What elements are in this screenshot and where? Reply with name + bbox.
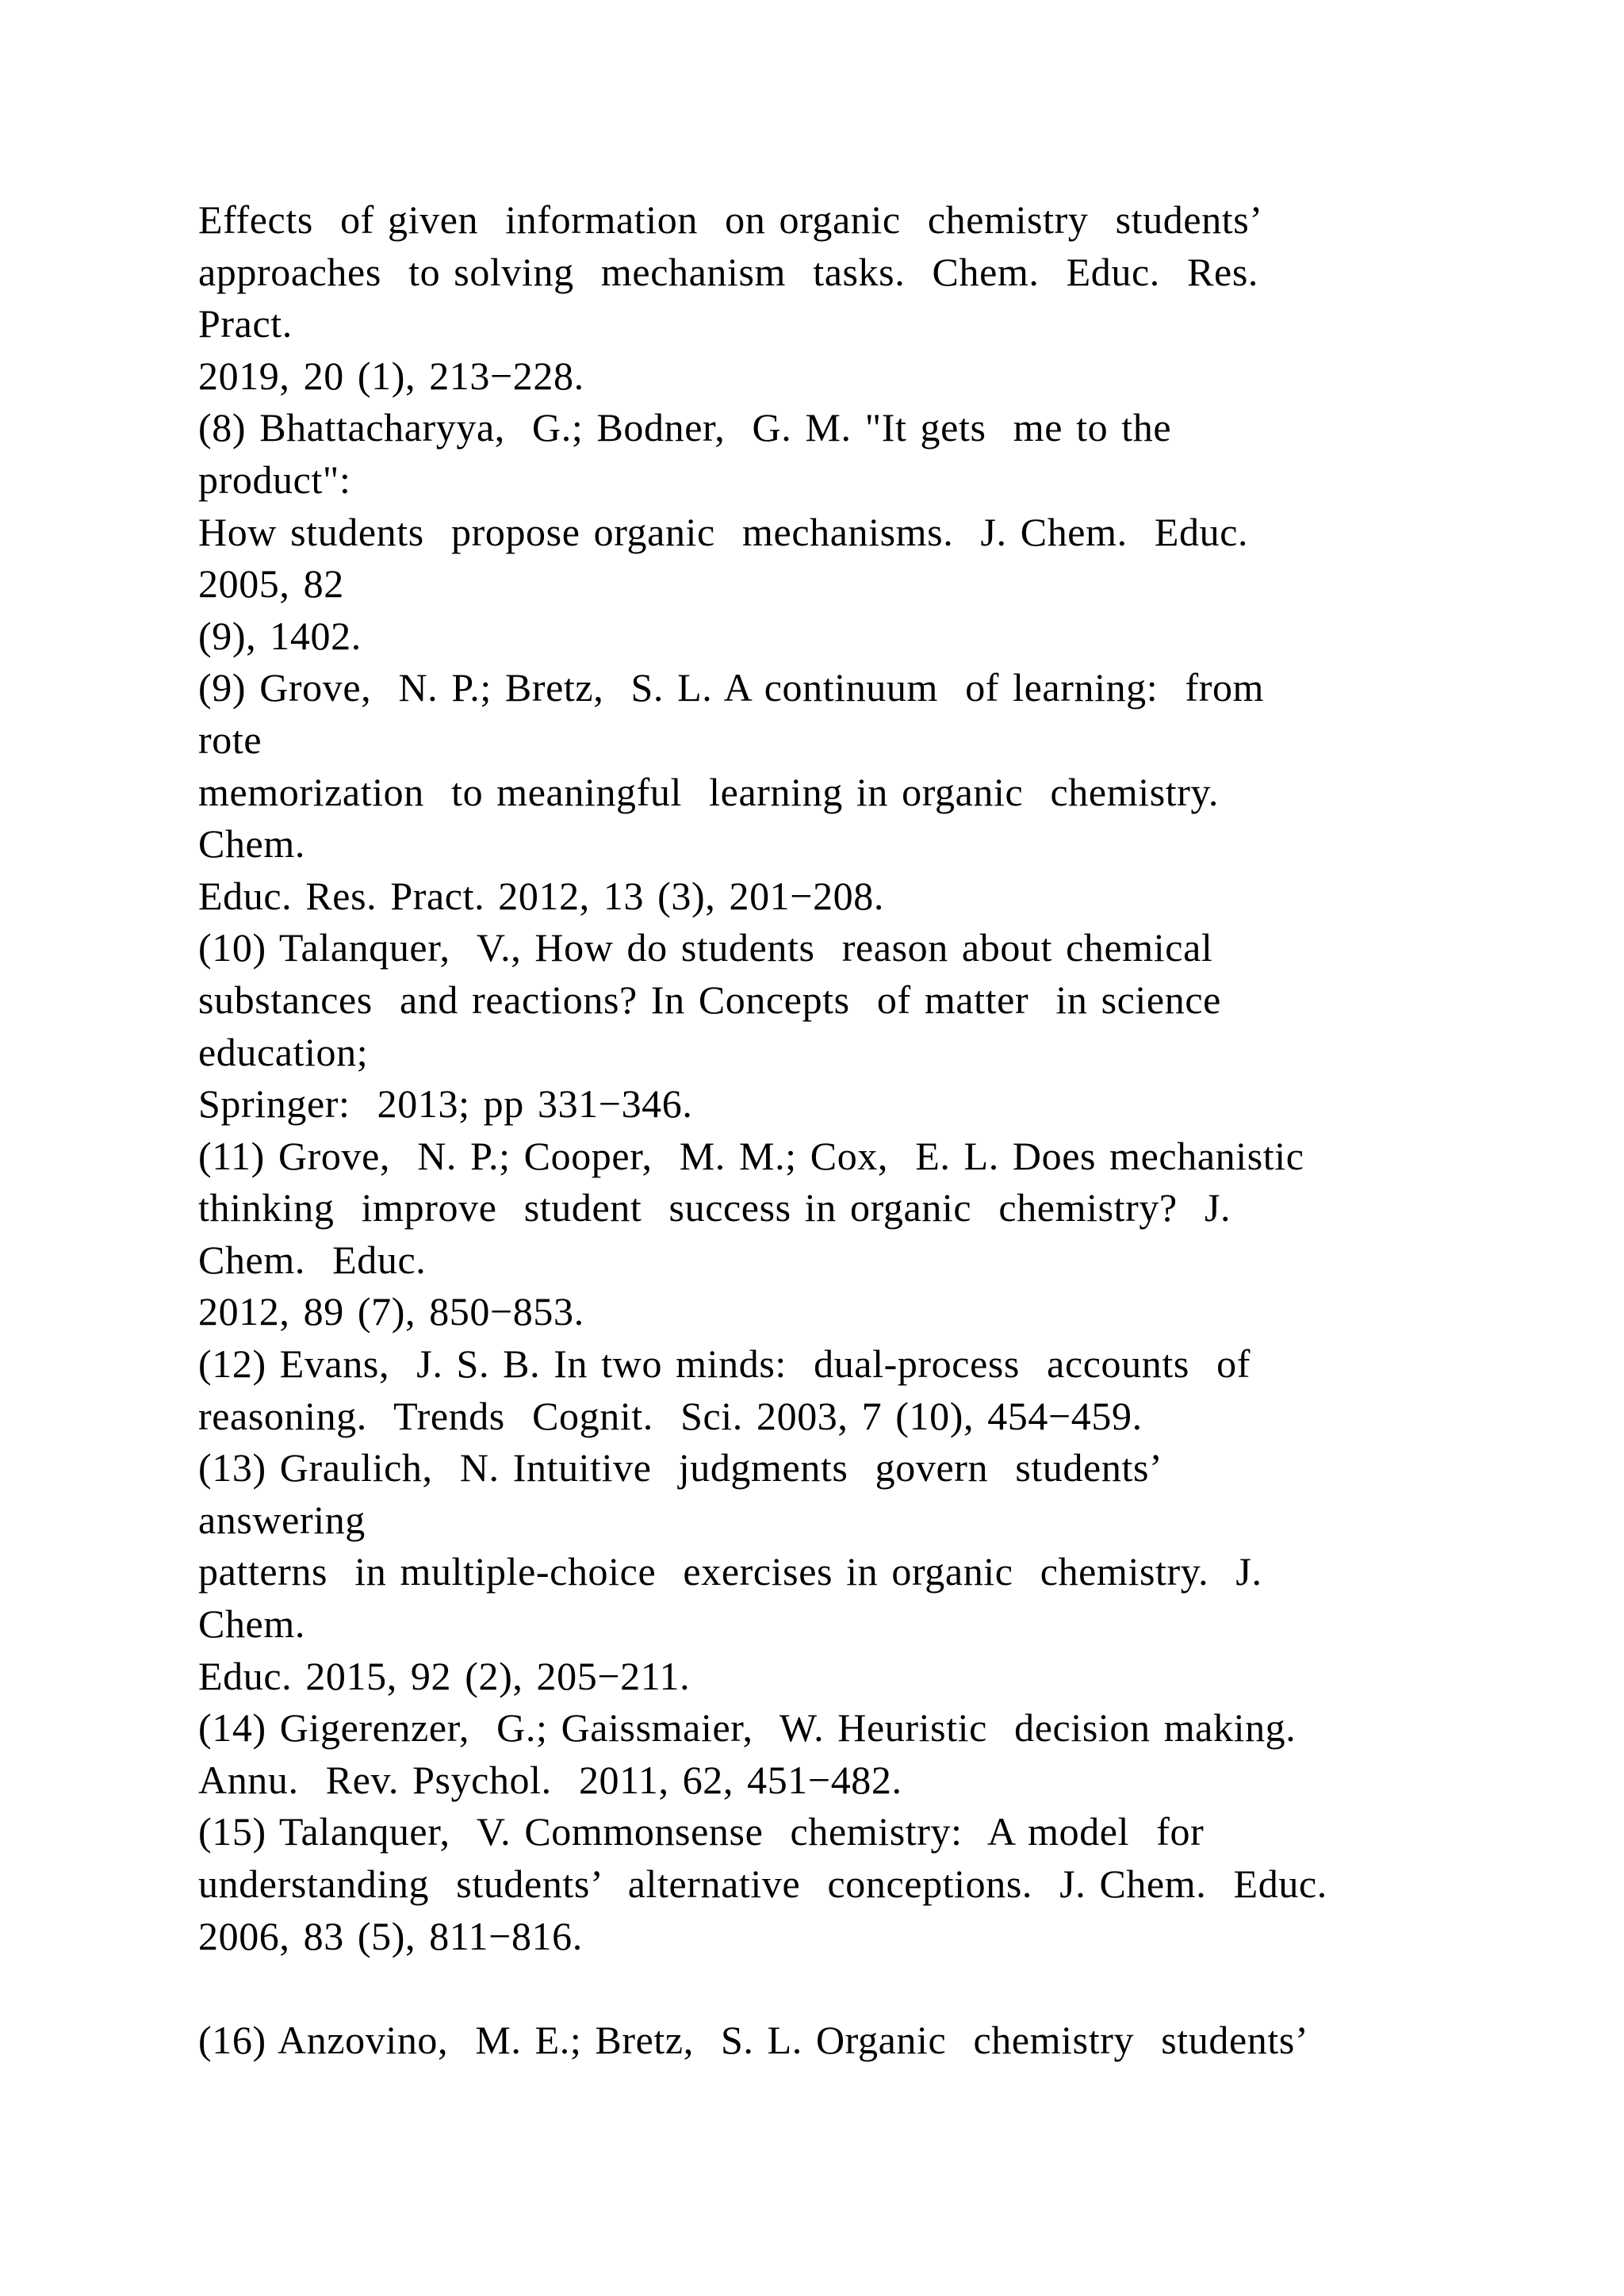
text-line: memorization to meaningful learning in organic chemistry. xyxy=(198,769,1219,814)
text-line: 2019, 20 (1), 213−228. xyxy=(198,353,584,398)
text-line: Educ. Res. Pract. 2012, 13 (3), 201−208. xyxy=(198,873,884,918)
text-line: (8) Bhattacharyya, G.; Bodner, G. M. "It gets me to the xyxy=(198,405,1172,450)
text-line: Chem. xyxy=(198,1601,305,1647)
text-line: 2006, 83 (5), 811−816. xyxy=(198,1913,583,1958)
text-line: (12) Evans, J. S. B. In two minds: dual-process accounts of xyxy=(198,1341,1251,1387)
text-line: (15) Talanquer, V. Commonsense chemistry: A model for xyxy=(198,1809,1205,1854)
text-line: understanding students’ alternative conceptions. J. Chem. Educ. xyxy=(198,1862,1327,1906)
text-line: Springer: 2013; pp 331−346. xyxy=(198,1081,693,1127)
text-line: Chem. xyxy=(198,821,305,867)
text-line: Effects of given information on organic chemistry students’ xyxy=(198,197,1263,242)
text-line: (14) Gigerenzer, G.; Gaissmaier, W. Heuristic decision making. xyxy=(198,1705,1297,1751)
text-line: Educ. 2015, 92 (2), 205−211. xyxy=(198,1653,691,1698)
text-line: (13) Graulich, N. Intuitive judgments govern students’ xyxy=(198,1445,1163,1490)
text-line: 2005, 82 xyxy=(198,561,344,607)
text-line: (11) Grove, N. P.; Cooper, M. M.; Cox, E. L. Does mechanistic xyxy=(198,1133,1304,1178)
text-line: (9), 1402. xyxy=(198,613,362,658)
text-line: rote xyxy=(198,717,262,762)
text-line: 2012, 89 (7), 850−853. xyxy=(198,1289,584,1334)
text-line: substances and reactions? In Concepts of matter in science xyxy=(198,977,1221,1022)
text-line: product": xyxy=(198,457,351,502)
text-line: (10) Talanquer, V., How do students reason about chemical xyxy=(198,925,1213,970)
text-line: How students propose organic mechanisms. J. Chem. Educ. xyxy=(198,509,1249,554)
text-line: patterns in multiple-choice exercises in organic chemistry. J. xyxy=(198,1549,1262,1594)
text-line: education; xyxy=(198,1029,369,1074)
reference-list xyxy=(198,194,1435,2066)
text-line: approaches to solving mechanism tasks. Chem. Educ. Res. xyxy=(198,249,1258,294)
text-line: answering xyxy=(198,1497,366,1542)
text-line: Chem. Educ. xyxy=(198,1237,427,1282)
text-line: (16) Anzovino, M. E.; Bretz, S. L. Organic chemistry students’ xyxy=(198,2017,1309,2062)
text-line: reasoning. Trends Cognit. Sci. 2003, 7 (10), 454−459. xyxy=(198,1393,1143,1438)
text-line: thinking improve student success in organic chemistry? J. xyxy=(198,1185,1231,1230)
text-line: (9) Grove, N. P.; Bretz, S. L. A continuum of learning: from xyxy=(198,665,1265,710)
blank-line xyxy=(198,1962,1435,2015)
text-line: Pract. xyxy=(198,301,293,346)
text-line: Annu. Rev. Psychol. 2011, 62, 451−482. xyxy=(198,1757,902,1802)
